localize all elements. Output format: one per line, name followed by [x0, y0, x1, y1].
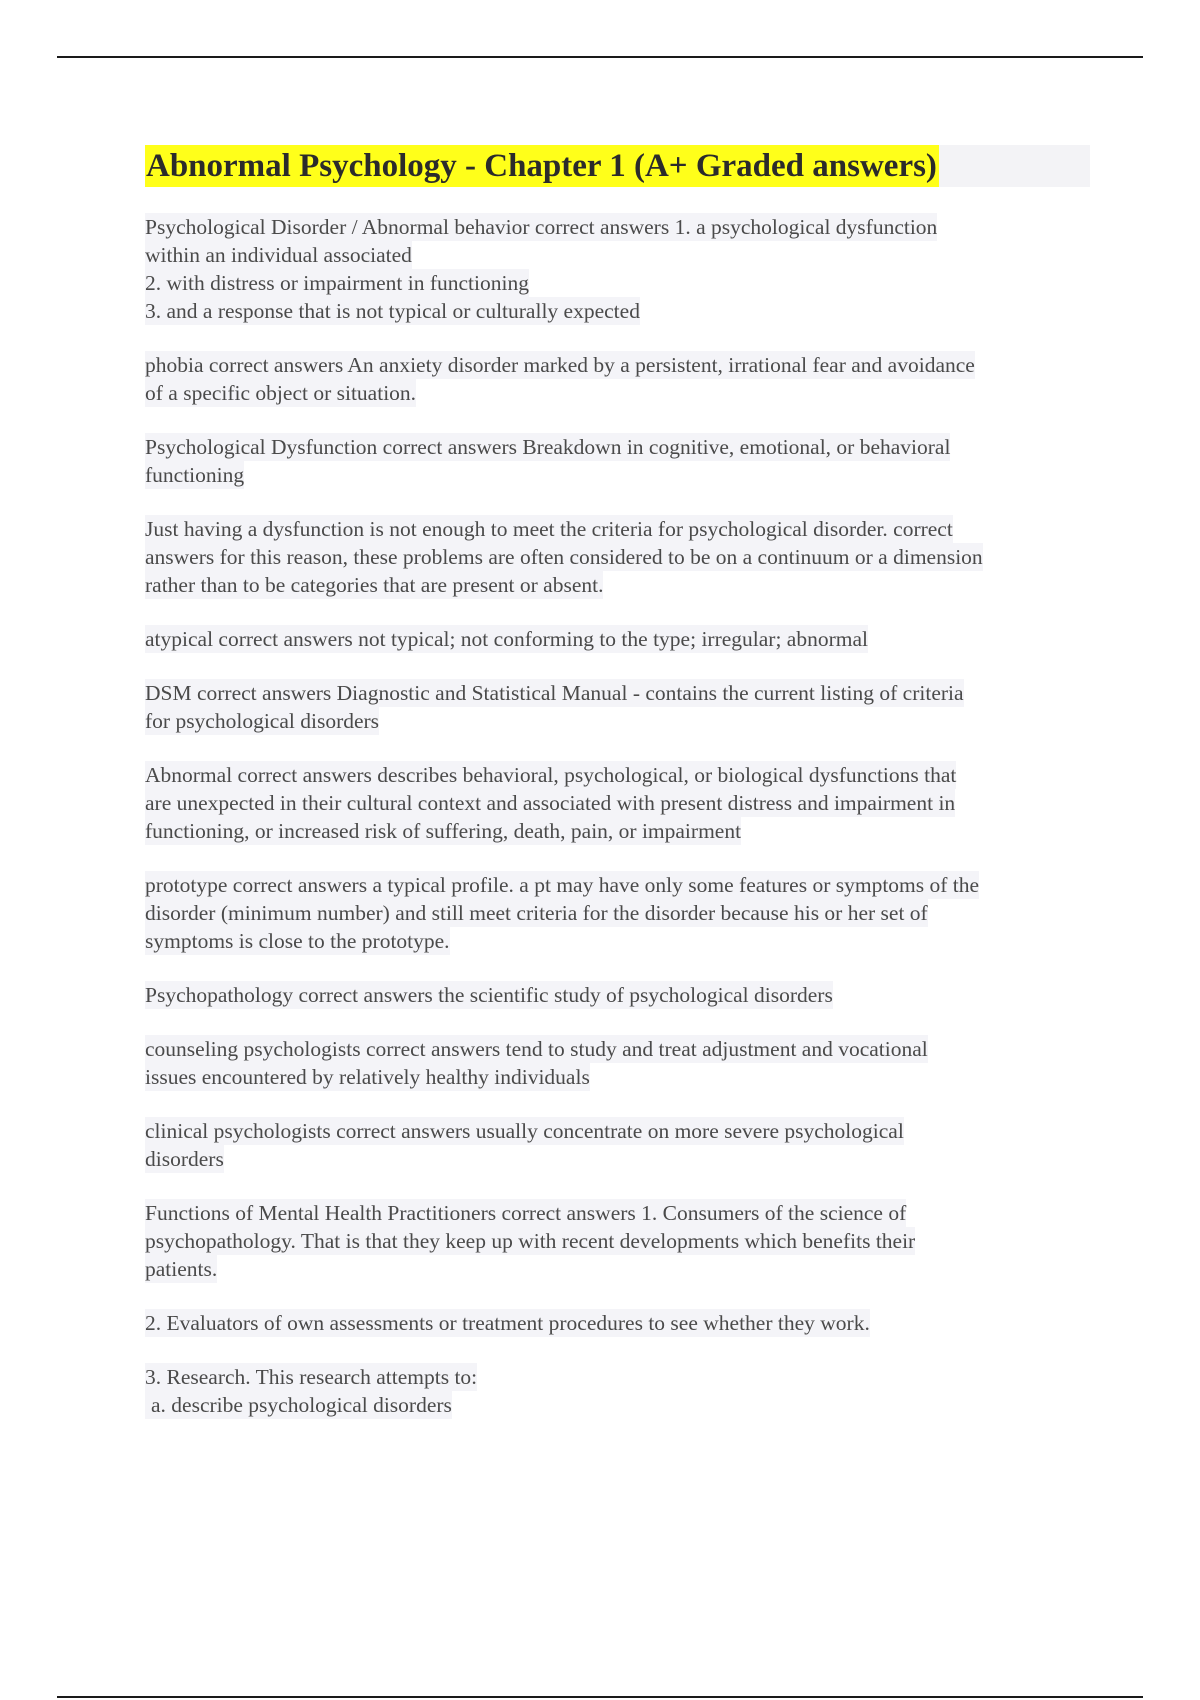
entry-line: psychopathology. That is that they keep up with recent developments which benefits their [145, 1229, 916, 1253]
entry-line: patients. [145, 1257, 218, 1281]
entry-evaluators [145, 1309, 1090, 1337]
entry-line: Functions of Mental Health Practitioners correct answers 1. Consumers of the science of [145, 1201, 907, 1225]
entry-line: functioning [145, 463, 245, 487]
entry-line: symptoms is close to the prototype. [145, 929, 450, 953]
entry-line: atypical correct answers not typical; not conforming to the type; irregular; abnormal [145, 627, 868, 651]
entry-line: clinical psychologists correct answers usually concentrate on more severe psychological [145, 1119, 904, 1143]
entry-line: a. describe psychological disorders [145, 1391, 452, 1419]
entry-line: 3. Research. This research attempts to: [145, 1365, 478, 1389]
entry-line: Psychopathology correct answers the scientific study of psychological disorders [145, 983, 833, 1007]
entry-atypical [145, 625, 1090, 653]
entry-line: 2. Evaluators of own assessments or treatment procedures to see whether they work. [145, 1311, 870, 1335]
top-rule [57, 56, 1143, 58]
entry-line: Just having a dysfunction is not enough to meet the criteria for psychological disorder. correct [145, 517, 953, 541]
entry-line: disorders [145, 1147, 224, 1171]
entry-line: of a specific object or situation. [145, 381, 417, 405]
entry-line: counseling psychologists correct answers tend to study and treat adjustment and vocational [145, 1037, 928, 1061]
entry-dsm [145, 679, 1090, 735]
entry-line: 3. and a response that is not typical or culturally expected [145, 299, 640, 323]
entry-line: within an individual associated [145, 243, 412, 267]
entry-line: answers for this reason, these problems are often considered to be on a continuum or a dimension [145, 545, 983, 569]
entry-psychological-disorder [145, 213, 1090, 325]
entry-phobia [145, 351, 1090, 407]
entry-line: DSM correct answers Diagnostic and Statistical Manual - contains the current listing of criteria [145, 681, 964, 705]
entry-research [145, 1363, 1090, 1419]
entry-prototype [145, 871, 1090, 955]
title-band [145, 145, 1090, 187]
entry-counseling-psychologists [145, 1035, 1090, 1091]
entry-dysfunction-continuum [145, 515, 1090, 599]
entry-psychological-dysfunction [145, 433, 1090, 489]
entry-line: rather than to be categories that are present or absent. [145, 573, 604, 597]
bottom-rule [57, 1696, 1143, 1698]
entry-line: are unexpected in their cultural context and associated with present distress and impairment in [145, 791, 956, 815]
entry-psychopathology [145, 981, 1090, 1009]
entry-line: Psychological Dysfunction correct answers Breakdown in cognitive, emotional, or behavioral [145, 435, 951, 459]
entry-line: Psychological Disorder / Abnormal behavior correct answers 1. a psychological dysfunction [145, 215, 938, 239]
entry-line: Abnormal correct answers describes behavioral, psychological, or biological dysfunctions that [145, 763, 957, 787]
document-body [145, 145, 1090, 1445]
entry-functions-practitioners [145, 1199, 1090, 1283]
document-title: Abnormal Psychology - Chapter 1 (A+ Graded answers) [145, 145, 939, 187]
entry-line: issues encountered by relatively healthy individuals [145, 1065, 590, 1089]
entry-line: phobia correct answers An anxiety disorder marked by a persistent, irrational fear and avoidance [145, 353, 975, 377]
entry-line: disorder (minimum number) and still meet criteria for the disorder because his or her set of [145, 901, 928, 925]
entry-line: for psychological disorders [145, 709, 380, 733]
entry-clinical-psychologists [145, 1117, 1090, 1173]
entry-line: 2. with distress or impairment in functioning [145, 271, 529, 295]
entry-line: functioning, or increased risk of suffering, death, pain, or impairment [145, 819, 742, 843]
entry-line: prototype correct answers a typical profile. a pt may have only some features or symptoms of the [145, 873, 980, 897]
entry-abnormal [145, 761, 1090, 845]
